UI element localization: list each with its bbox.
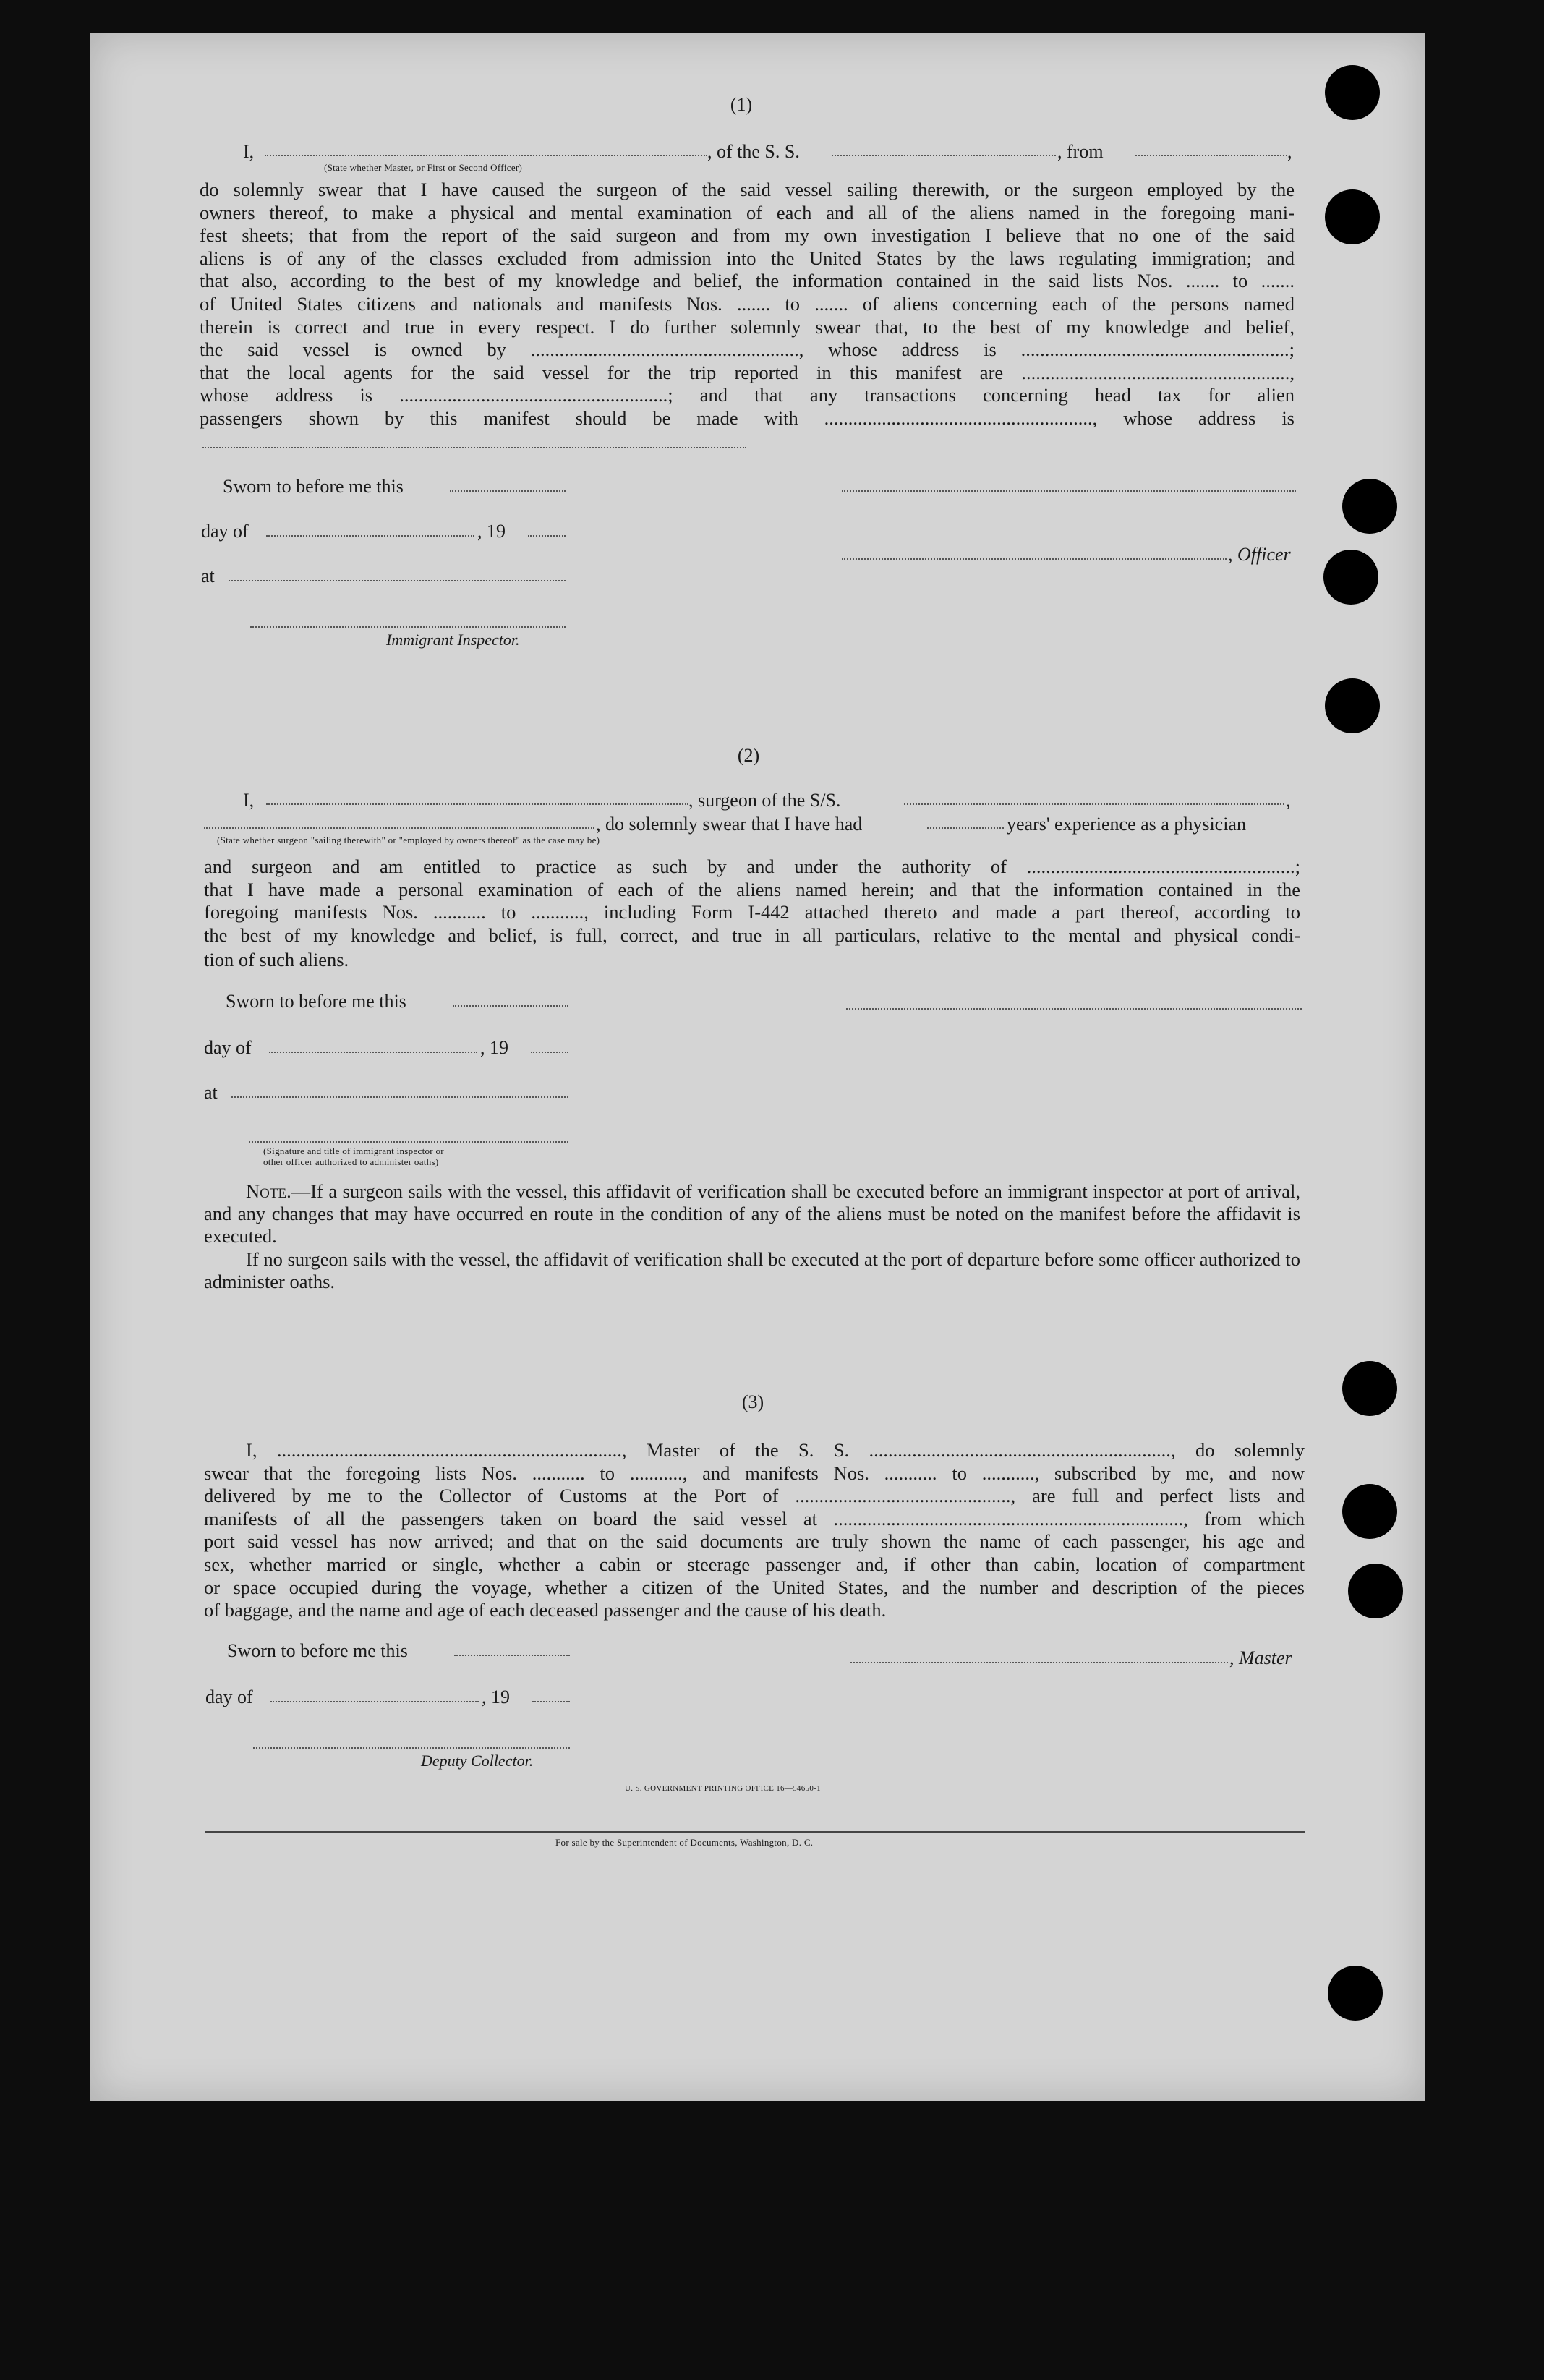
section-1-body-line: do solemnly swear that I have caused the surgeon of the said vessel sailing therewith, or the surgeon employed by the — [200, 179, 1295, 200]
binder-hole — [1325, 65, 1380, 120]
section-2-body-line: foregoing manifests Nos. ........... to ..........., including Form I-442 attached thereto and made a part thereof, according to — [204, 901, 1300, 924]
section-1-year-label: , 19 — [477, 521, 506, 542]
section-2-body-last: tion of such aliens. — [204, 949, 349, 971]
section-3-body-line: manifests of all the passengers taken on board the said vessel at ........................................................................., from which — [204, 1507, 1305, 1530]
section-2-year-field[interactable] — [531, 1052, 568, 1053]
section-3-body-line: sex, whether married or single, whether a cabin or steerage passenger and, if other than cabin, location of compartment — [204, 1553, 1305, 1575]
note-text: If no surgeon sails with the vessel, the affidavit of verification shall be executed at the port of departure before some officer authorized to administer oaths. — [204, 1248, 1300, 1292]
section-1-rank-field[interactable] — [265, 155, 707, 156]
section-3-year-field[interactable] — [532, 1701, 570, 1702]
section-2-body-line: the best of my knowledge and belief, is full, correct, and true in all particulars, relative to the mental and physical condi- — [204, 924, 1300, 946]
section-1-day-of-label: day of — [201, 521, 249, 542]
binder-hole — [1325, 678, 1380, 733]
section-2-year-label: , 19 — [480, 1037, 508, 1058]
section-3-body-line: port said vessel has now arrived; and that on the said documents are truly shown the name of each passenger, his age and — [204, 1530, 1305, 1553]
section-3-sworn-label: Sworn to before me this — [227, 1640, 408, 1661]
section-2-official-caption: other officer authorized to administer oaths) — [263, 1156, 439, 1167]
binder-hole — [1342, 1361, 1397, 1416]
section-2-note — [204, 1248, 1300, 1293]
binder-hole — [1323, 550, 1378, 605]
section-1-sworn-label: Sworn to before me this — [223, 476, 404, 497]
section-3-month-field[interactable] — [270, 1701, 479, 1702]
section-1-at-label: at — [201, 566, 215, 587]
section-1-place-field[interactable] — [229, 580, 566, 581]
section-2-vessel-field[interactable] — [904, 803, 1284, 805]
section-2-years-field[interactable] — [927, 827, 1004, 829]
binder-hole — [1342, 479, 1397, 534]
section-2-note — [204, 1180, 1300, 1247]
section-3-body-line: I, ........................................................................, Master of the S. S. ..............................................................., do solemnly — [246, 1439, 1305, 1461]
section-1-from-label: , from — [1057, 141, 1104, 162]
section-1-body-line: owners thereof, to make a physical and mental examination of each and all of the aliens named in the foregoing mani- — [200, 201, 1295, 223]
section-3-number: (3) — [741, 1391, 764, 1412]
section-2-body-line: that I have made a personal examination of each of the aliens named herein; and that the information contained in the — [204, 878, 1300, 900]
section-1-body-line: passengers shown by this manifest should be made with ........................................................, whose address is — [200, 406, 1295, 429]
section-3-body-line: delivered by me to the Collector of Customs at the Port of ............................................., are full and perfect lists and — [204, 1485, 1305, 1507]
section-1-body-line: therein is correct and true in every respect. I do further solemnly swear that, to the best of my knowledge and belief, — [200, 315, 1295, 338]
section-1-body — [200, 179, 1295, 430]
section-2-official-caption: (Signature and title of immigrant inspector or — [263, 1146, 444, 1156]
section-2-official-field[interactable] — [249, 1141, 568, 1143]
section-2-name-field[interactable] — [266, 803, 688, 805]
binder-hole — [1342, 1484, 1397, 1539]
section-3-signature-field[interactable] — [850, 1662, 1228, 1663]
section-2-swear-label: , do solemnly swear that I have had — [596, 814, 863, 835]
section-2-sworn-label: Sworn to before me this — [226, 991, 406, 1012]
section-2-surgeon-label: , surgeon of the S/S. — [688, 790, 841, 811]
section-1-body-line: that the local agents for the said vessel for the trip reported in this manifest are ........................................................, — [200, 361, 1295, 383]
section-1-line-end: , — [1287, 141, 1292, 162]
section-1-vessel-label: , of the S. S. — [707, 141, 800, 162]
section-1-body-line: whose address is ........................................................; and that any transactions concerning head tax for alien — [200, 384, 1295, 406]
note-text: —If a surgeon sails with the vessel, this affidavit of verification shall be executed before an immigrant inspector at port of arrival, and any changes that may have occurred en route in the condition of any of the aliens must be noted on the manifest before the affidavit is executed. — [204, 1180, 1300, 1247]
section-2-pronoun: I, — [243, 790, 255, 811]
section-2-sworn-day-field[interactable] — [453, 1005, 568, 1007]
section-2-place-field[interactable] — [231, 1096, 568, 1098]
binder-hole — [1325, 189, 1380, 244]
binder-hole — [1328, 1966, 1383, 2021]
section-1-body-line: of United States citizens and nationals and manifests Nos. ....... to ....... of aliens concerning each of the persons named — [200, 292, 1295, 315]
section-1-sworn-day-field[interactable] — [450, 490, 566, 492]
section-1-signature-field[interactable] — [842, 490, 1296, 492]
section-2-years-label: years' experience as a physician — [1007, 814, 1246, 835]
section-1-inspector-label: Immigrant Inspector. — [386, 631, 520, 649]
section-2-body-line: and surgeon and am entitled to practice as such by and under the authority of ........................................................; — [204, 856, 1300, 877]
section-1-from-field[interactable] — [1135, 155, 1287, 156]
section-1-officer-label: , Officer — [1228, 544, 1291, 565]
section-1-vessel-field[interactable] — [832, 155, 1056, 156]
section-3-day-of-label: day of — [205, 1686, 253, 1707]
section-1-month-field[interactable] — [266, 535, 474, 537]
section-1-year-field[interactable] — [528, 535, 566, 537]
section-1-body-line: aliens is of any of the classes excluded from admission into the United States by the laws regulating immigration; and — [200, 247, 1295, 269]
section-2-signature-field[interactable] — [846, 1008, 1302, 1010]
section-1-body-line: fest sheets; that from the report of the said surgeon and from my own investigation I believe that no one of the said — [200, 224, 1295, 247]
section-1-pronoun: I, — [243, 141, 255, 162]
section-1-body-line: that also, according to the best of my knowledge and belief, the information contained in the said lists Nos. ....... to ....... — [200, 270, 1295, 292]
footer-rule — [205, 1831, 1305, 1833]
section-3-body-line: swear that the foregoing lists Nos. ........... to ..........., and manifests Nos. ........... to ..........., subscribed by me, and now — [204, 1462, 1305, 1484]
section-1-rank-caption: (State whether Master, or First or Second Officer) — [324, 162, 523, 173]
section-2-month-field[interactable] — [269, 1052, 477, 1053]
note-label: Note. — [246, 1180, 291, 1202]
section-1-body-line: the said vessel is owned by ........................................................, whose address is ........................................................; — [200, 338, 1295, 361]
section-3-collector-label: Deputy Collector. — [421, 1752, 534, 1770]
section-3-body-last: of baggage, and the name and age of each deceased passenger and the cause of his death. — [204, 1599, 887, 1621]
section-2-line-end: , — [1286, 790, 1291, 811]
section-3-body — [204, 1439, 1305, 1599]
binder-hole — [1348, 1564, 1403, 1618]
section-1-address-field[interactable] — [202, 447, 746, 448]
section-3-master-label: , Master — [1229, 1647, 1292, 1668]
section-2-status-field[interactable] — [204, 827, 594, 829]
printing-office-imprint: U. S. GOVERNMENT PRINTING OFFICE 16—54650-1 — [625, 1784, 821, 1793]
section-3-sworn-day-field[interactable] — [454, 1655, 570, 1656]
section-3-year-label: , 19 — [482, 1686, 510, 1707]
section-2-status-caption: (State whether surgeon "sailing therewith" or "employed by owners thereof" as the case may be) — [217, 835, 600, 845]
section-2-number: (2) — [737, 745, 760, 766]
section-2-day-of-label: day of — [204, 1037, 252, 1058]
section-1-inspector-field[interactable] — [250, 626, 566, 628]
section-2-body — [204, 856, 1300, 947]
section-1-number: (1) — [730, 94, 753, 115]
section-3-collector-field[interactable] — [253, 1747, 570, 1749]
sale-notice: For sale by the Superintendent of Documents, Washington, D. C. — [555, 1837, 814, 1848]
section-3-body-line: or space occupied during the voyage, whether a citizen of the United States, and the number and description of the pieces — [204, 1576, 1305, 1598]
section-2-at-label: at — [204, 1082, 218, 1103]
section-1-officer-field[interactable] — [842, 558, 1227, 560]
